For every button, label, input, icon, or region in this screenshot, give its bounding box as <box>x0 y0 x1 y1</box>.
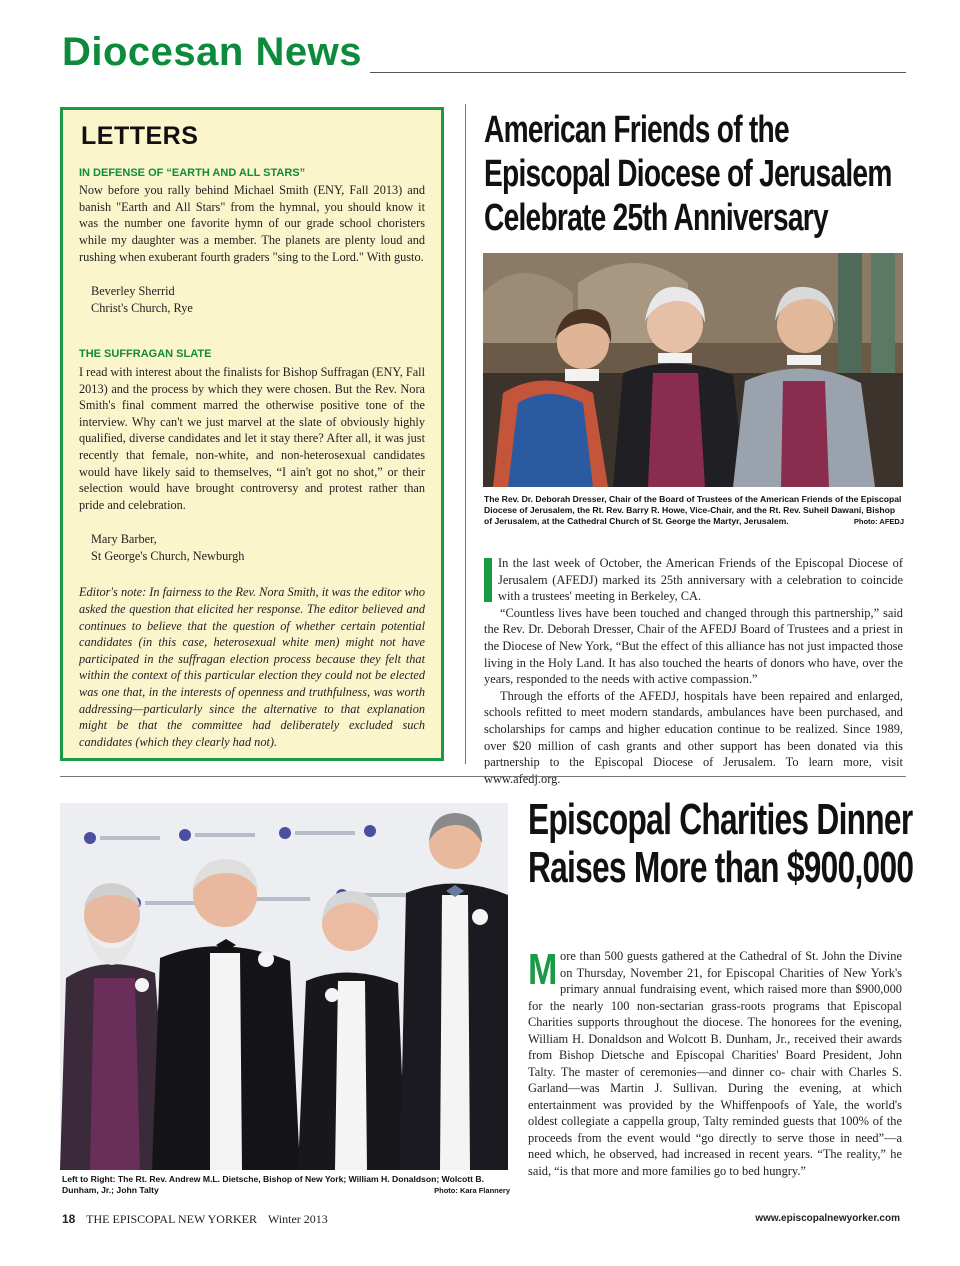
publication-name: THE EPISCOPAL NEW YORKER <box>86 1212 257 1226</box>
letter-signature <box>91 283 425 316</box>
charities-headline: Episcopal Charities Dinner Raises More than $900,000 <box>528 795 914 892</box>
afedj-paragraph: In the last week of October, the American Friends of the Episcopal Diocese of Jerusalem (AFEDJ) marked its 25th anniversary with a celebration to coincide with a trustees' meeting in Berkeley, CA. <box>484 555 903 605</box>
issue-label: Winter 2013 <box>267 1212 328 1226</box>
afedj-body <box>484 555 903 787</box>
letter-heading: THE SUFFRAGAN SLATE <box>79 348 212 361</box>
caption-text: The Rev. Dr. Deborah Dresser, Chair of the Board of Trustees of the American Friends of the Episcopal Diocese of Jerusalem, the Rt. Rev. Barry R. Howe, Vice-Chair, and the Rt. Rev. Suheil Dawani, Bishop of Jerusalem, at the Cathedral Church of St. George the Martyr, Jerusalem. <box>484 494 902 527</box>
letter-heading: IN DEFENSE OF “EARTH AND ALL STARS” <box>79 166 306 179</box>
dropcap-letter: M <box>528 945 558 994</box>
footer-left <box>62 1212 328 1227</box>
footer-url[interactable]: www.episcopalnewyorker.com <box>755 1213 900 1224</box>
dropcap-bar <box>484 558 492 602</box>
photo-credit: Photo: Kara Flannery <box>434 1186 510 1196</box>
afedj-headline: American Friends of the Episcopal Diocese of Jerusalem Celebrate 25th Anniversary <box>484 109 892 239</box>
signature-place: Christ's Church, Rye <box>91 300 193 315</box>
letters-title: LETTERS <box>81 122 199 150</box>
column-rule <box>465 104 466 764</box>
charities-paragraph: More than 500 guests gathered at the Cathedral of St. John the Divine on Thursday, November 21, for Episcopal Charities of New York's primary annual fundraising event, which raised more than $900,000 for the nearly 100 non-sectarian grass-roots programs that Episcopal Charities supports throughout the diocese. The honorees for the evening, William H. Donaldson and Wolcott B. Dunham, Jr., received their awards from Bishop Dietsche and Episcopal Charities' Board President, John Talty. The master of ceremonies—and dinner co- chair with Charles S. Garland—was Martin J. Sullivan. During the evening, at which entertainment was provided by the Whiffenpoofs of Yale, the world's oldest collegiate a cappella group, Talty reminded guests that 100% of the proceeds from the event would “go directly to serve those in need”—a need which, he observed, had increased in recent years. “The reality,” he said, “is that more and more families go to bed hungry.” <box>528 945 902 1178</box>
afedj-photo <box>483 253 903 487</box>
photo-credit: Photo: AFEDJ <box>853 517 904 527</box>
editor-note: Editor's note: In fairness to the Rev. Nora Smith, it was the editor who asked the question that elicited her response. The editor believed and continues to believe that the question of whether certain potential candidates (in this case, heterosexual white men) might not have participated in the suffragan election process because they felt that within the context of this particular election they could not be elected was one that, in the interests of openness and truthfulness, was worth addressing—particularly since the alternative to that explanation might be that the committee had deliberately excluded such candidates (which they clearly had not). <box>79 585 425 749</box>
mid-rule <box>60 776 906 777</box>
signature-place: St George's Church, Newburgh <box>91 548 245 563</box>
afedj-paragraph: “Countless lives have been touched and changed through this partnership,” said the Rev. Dr. Deborah Dresser, Chair of the AFEDJ Board of Trustees and a priest in the Diocese of New York, “But the effect of this alliance has not just impacted those living in the Holy Land. It has also touched the hearts of donors who have, over the years, responded to the needs with active compassion.” <box>484 605 903 687</box>
afedj-caption <box>484 494 904 528</box>
afedj-paragraph: Through the efforts of the AFEDJ, hospitals have been repaired and enlarged, schools refitted to meet modern standards, ambulances have been purchased, and scholarships for camps and higher education continue to be realized. Since 1989, over $20 million of cash grants and other support has been donated via this partnership to the Episcopal Diocese of Jerusalem. To learn more, visit www.afedj.org. <box>484 688 903 786</box>
signature-name: Beverley Sherrid <box>91 284 175 299</box>
letter-body: I read with interest about the finalists for Bishop Suffragan (ENY, Fall 2013) and the process by which they were chosen. But the Rev. Nora Smith's final comment marred the otherwise positive tone of the interview. Why can't we just marvel at the slate of obviously highly qualified, diverse candidates and let it stay there? After all, it was just recently that female, non-white, and non-heterosexual candidates would have likely said to themselves, “I ain't got no shot,” or their selection would have brought controversy and protest rather than pride and celebration. <box>79 364 425 512</box>
header-rule <box>370 72 906 73</box>
charities-caption <box>62 1174 510 1196</box>
signature-name: Mary Barber, <box>91 532 157 547</box>
caption-text: Left to Right: The Rt. Rev. Andrew M.L. Dietsche, Bishop of New York; William H. Donaldson; Wolcott B. Dunham, Jr.; John Talty <box>62 1174 484 1196</box>
charities-photo <box>60 803 508 1170</box>
letter-body: Now before you rally behind Michael Smith (ENY, Fall 2013) and banish "Earth and All Stars" from the hymnal, you should know it was the number one favorite hymn of our grade school choristers while my daughter was a member. The planets are plenty loud and rushing when exuberant fourth graders "sing to the Lord." With gusto. <box>79 183 425 264</box>
letter-signature <box>91 531 425 564</box>
letters-box <box>60 107 444 761</box>
section-title: Diocesan News <box>62 30 362 74</box>
page-number: 18 <box>62 1212 76 1226</box>
charities-body <box>528 945 902 1179</box>
